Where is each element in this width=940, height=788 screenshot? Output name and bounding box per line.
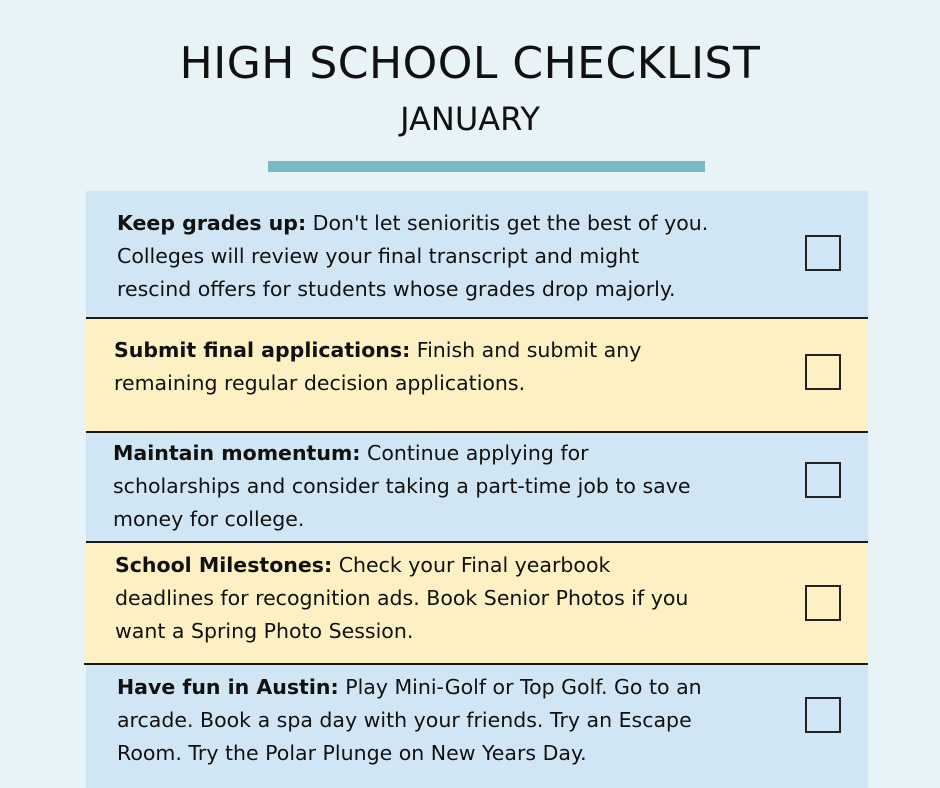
checklist-item-heading: School Milestones: [115, 553, 333, 577]
checkbox[interactable] [805, 585, 841, 621]
checklist-item-text [117, 207, 708, 306]
checkbox[interactable] [805, 235, 841, 271]
checklist-item-text [117, 671, 702, 770]
checklist-item-body: want a Spring Photo Session. [115, 619, 414, 643]
checklist-item-body: Check your Final yearbook [332, 553, 611, 577]
checklist-item-body: Colleges will review your final transcript and might [117, 244, 640, 268]
checkbox[interactable] [805, 354, 841, 390]
checklist-item-text [113, 437, 690, 536]
checklist-item-text [115, 549, 688, 648]
page-title: HIGH SCHOOL CHECKLIST [179, 38, 761, 89]
checklist-item-momentum [86, 433, 868, 541]
checklist-item-grades [86, 191, 868, 318]
checkbox[interactable] [805, 462, 841, 498]
checklist-item-body: deadlines for recognition ads. Book Senior Photos if you [115, 586, 689, 610]
checklist-item-heading: Submit final applications: [114, 338, 411, 362]
checklist-item-milestones [86, 543, 868, 663]
checklist-item-body: remaining regular decision applications. [114, 371, 526, 395]
checklist-item-heading: Have fun in Austin: [117, 675, 339, 699]
checklist-item-body: money for college. [113, 507, 305, 531]
checklist-item-text [114, 334, 641, 400]
checklist-item-body: scholarships and consider taking a part-time job to save [113, 474, 691, 498]
checklist-item-heading: Maintain momentum: [113, 441, 361, 465]
checklist-item-body: Play Mini-Golf or Top Golf. Go to an [338, 675, 702, 699]
title-divider-bar [268, 161, 705, 172]
checklist-item-heading: Keep grades up: [117, 211, 307, 235]
checklist-item-applications [86, 319, 868, 432]
checklist-item-body: Room. Try the Polar Plunge on New Years Day. [117, 741, 587, 765]
checklist-item-body: Don't let senioritis get the best of you. [306, 211, 709, 235]
checklist-item-body: arcade. Book a spa day with your friends. Try an Escape [117, 708, 692, 732]
page-subtitle: JANUARY [400, 100, 540, 138]
checklist-item-body: Continue applying for [360, 441, 589, 465]
checklist-item-body: Finish and submit any [410, 338, 642, 362]
checkbox[interactable] [805, 697, 841, 733]
checklist-item-body: rescind offers for students whose grades drop majorly. [117, 277, 676, 301]
checklist-item-fun [86, 665, 868, 788]
